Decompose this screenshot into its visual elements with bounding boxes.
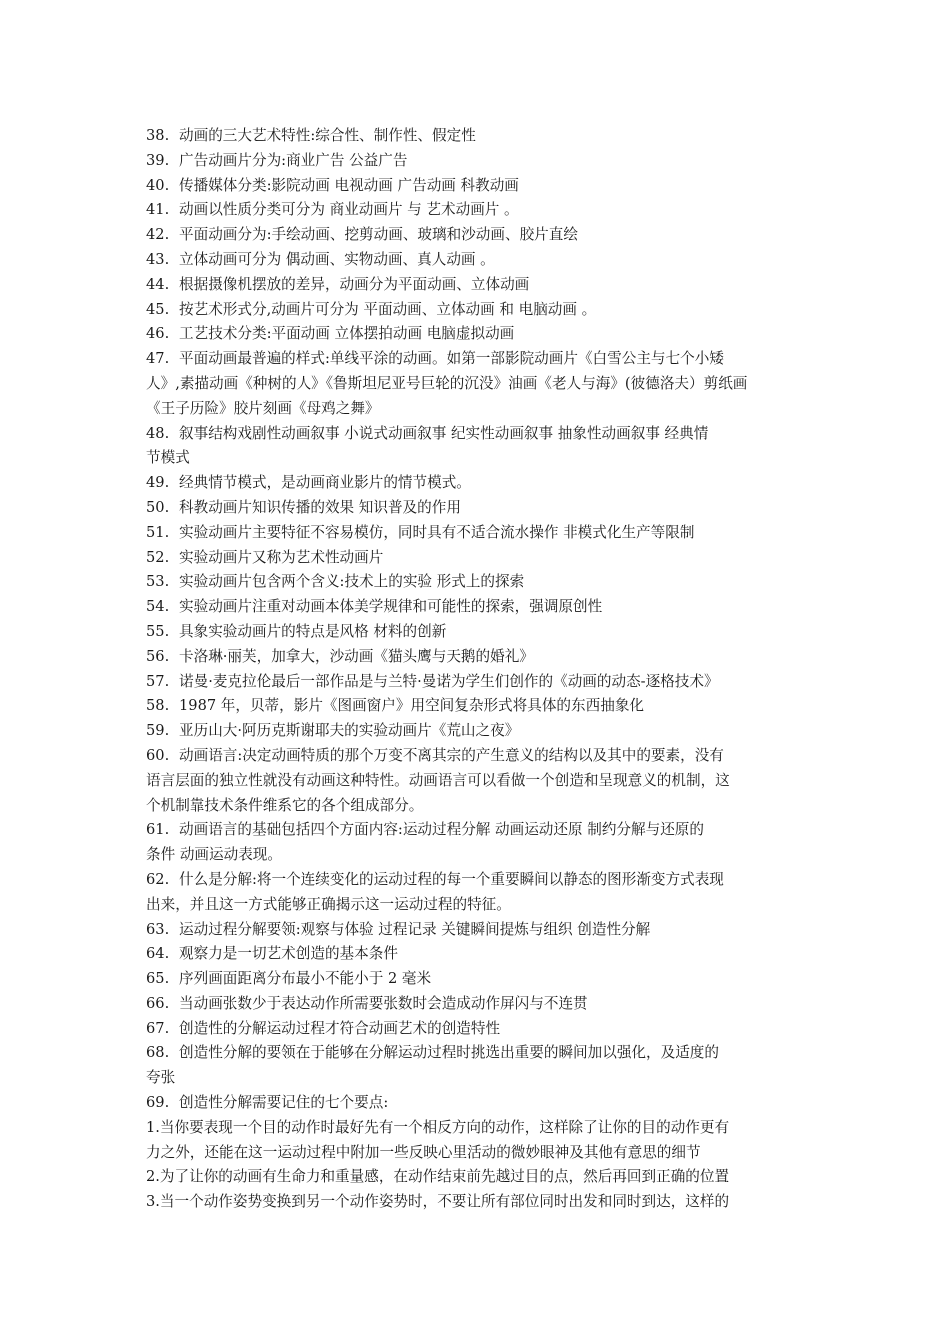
list-item-continuation (146, 372, 810, 397)
item-number: 56. (146, 647, 170, 665)
list-item-continuation (146, 893, 810, 918)
list-item (146, 620, 810, 645)
item-text: 动画以性质分类可分为 商业动画片 与 艺术动画片 。 (179, 201, 519, 219)
item-number: 60. (146, 746, 170, 764)
list-item-continuation (146, 769, 810, 794)
item-number: 62. (146, 870, 170, 888)
item-number: 54. (146, 598, 170, 616)
list-item (146, 1041, 810, 1066)
list-item (146, 1017, 810, 1042)
item-number: 41. (146, 201, 170, 219)
list-item-continuation (146, 1116, 810, 1141)
item-number: 67. (146, 1019, 170, 1037)
item-text: 节模式 (146, 449, 190, 467)
item-number: 69. (146, 1094, 170, 1112)
item-number: 50. (146, 498, 170, 516)
item-number: 64. (146, 945, 170, 963)
item-number: 38. (146, 127, 170, 144)
item-text: 实验动画片主要特征不容易模仿，同时具有不适合流水操作 非模式化生产等限制 (179, 523, 695, 541)
list-item (146, 521, 810, 546)
item-number: 47. (146, 350, 170, 368)
item-number: 58. (146, 697, 170, 715)
list-item (146, 1091, 810, 1116)
item-text: 创造性分解的要领在于能够在分解运动过程时挑选出重要的瞬间加以强化，及适度的 (179, 1044, 719, 1062)
item-text: 立体动画可分为 偶动画、实物动画、真人动画 。 (179, 250, 495, 268)
list-item-continuation (146, 1141, 810, 1166)
item-text: 什么是分解:将一个连续变化的运动过程的每一个重要瞬间以静态的图形渐变方式表现 (179, 870, 724, 888)
list-item (146, 496, 810, 521)
item-text: 诺曼·麦克拉伦最后一部作品是与兰特·曼诺为学生们创作的《动画的动态-逐格技术》 (179, 672, 719, 690)
item-number: 45. (146, 300, 170, 318)
item-text: 平面动画最普遍的样式:单线平涂的动画。如第一部影院动画片《白雪公主与七个小矮 (179, 350, 724, 368)
list-item (146, 744, 810, 769)
list-item (146, 149, 810, 174)
item-text: 亚历山大·阿历克斯谢耶夫的实验动画片《荒山之夜》 (179, 722, 520, 740)
item-text: 动画语言:决定动画特质的那个万变不离其宗的产生意义的结构以及其中的要素，没有 (179, 746, 724, 764)
list-item (146, 868, 810, 893)
item-text: 1.当你要表现一个目的动作时最好先有一个相反方向的动作，这样除了让你的目的动作更有 (146, 1118, 730, 1136)
list-item (146, 223, 810, 248)
item-text: 1987 年，贝蒂，影片《图画窗户》用空间复杂形式将具体的东西抽象化 (179, 697, 645, 715)
list-item (146, 645, 810, 670)
list-item (146, 124, 810, 149)
list-item-continuation (146, 1190, 810, 1215)
item-text: 运动过程分解要领:观察与体验 过程记录 关键瞬间提炼与组织 创造性分解 (179, 920, 651, 938)
item-number: 61. (146, 821, 170, 839)
item-text: 平面动画分为:手绘动画、挖剪动画、玻璃和沙动画、胶片直绘 (179, 226, 578, 244)
item-number: 55. (146, 622, 170, 640)
list-item (146, 347, 810, 372)
list-item (146, 546, 810, 571)
item-number: 43. (146, 250, 170, 268)
list-item (146, 967, 810, 992)
item-text: 动画的三大艺术特性:综合性、制作性、假定性 (179, 127, 476, 144)
item-number: 44. (146, 275, 170, 293)
list-item-continuation (146, 794, 810, 819)
item-number: 51. (146, 523, 170, 541)
list-item (146, 248, 810, 273)
item-number: 48. (146, 424, 170, 442)
list-item-continuation (146, 397, 810, 422)
item-text: 3.当一个动作姿势变换到另一个动作姿势时，不要让所有部位同时出发和同时到达，这样的 (146, 1193, 730, 1211)
item-text: 按艺术形式分,动画片可分为 平面动画、立体动画 和 电脑动画 。 (179, 300, 597, 318)
item-text: 出来，并且这一方式能够正确揭示这一运动过程的特征。 (146, 895, 511, 913)
item-text: 传播媒体分类:影院动画 电视动画 广告动画 科教动画 (179, 176, 519, 194)
item-number: 40. (146, 176, 170, 194)
item-text: 夸张 (146, 1069, 176, 1087)
list-item-continuation (146, 446, 810, 471)
item-number: 63. (146, 920, 170, 938)
list-item (146, 198, 810, 223)
list-item (146, 174, 810, 199)
item-text: 动画语言的基础包括四个方面内容:运动过程分解 动画运动还原 制约分解与还原的 (179, 821, 704, 839)
list-item (146, 471, 810, 496)
item-text: 具象实验动画片的特点是风格 材料的创新 (179, 622, 447, 640)
item-text: 实验动画片注重对动画本体美学规律和可能性的探索，强调原创性 (179, 598, 603, 616)
item-text: 观察力是一切艺术创造的基本条件 (179, 945, 398, 963)
list-item (146, 422, 810, 447)
item-number: 53. (146, 573, 170, 591)
item-text: 实验动画片又称为艺术性动画片 (179, 548, 384, 566)
item-number: 57. (146, 672, 170, 690)
item-text: 《王子历险》胶片刻画《母鸡之舞》 (146, 399, 380, 417)
item-number: 42. (146, 226, 170, 244)
item-text: 实验动画片包含两个含义:技术上的实验 形式上的探索 (179, 573, 525, 591)
item-number: 65. (146, 970, 170, 988)
item-text: 个机制靠技术条件维系它的各个组成部分。 (146, 796, 424, 814)
item-text: 创造性的分解运动过程才符合动画艺术的创造特性 (179, 1019, 501, 1037)
item-text: 力之外，还能在这一运动过程中附加一些反映心里活动的微妙眼神及其他有意思的细节 (146, 1143, 701, 1161)
item-text: 创造性分解需要记住的七个要点: (179, 1094, 389, 1112)
list-item (146, 818, 810, 843)
list-item (146, 942, 810, 967)
list-item (146, 992, 810, 1017)
list-item-continuation (146, 1066, 810, 1091)
item-text: 经典情节模式，是动画商业影片的情节模式。 (179, 474, 471, 492)
item-text: 广告动画片分为:商业广告 公益广告 (179, 151, 408, 169)
item-number: 46. (146, 325, 170, 343)
list-item (146, 918, 810, 943)
list-item-continuation (146, 1165, 810, 1190)
item-number: 49. (146, 474, 170, 492)
list-item (146, 595, 810, 620)
item-text: 序列画面距离分布最小不能小于 2 毫米 (179, 970, 432, 988)
document-page (146, 124, 810, 1215)
item-text: 语言层面的独立性就没有动画这种特性。动画语言可以看做一个创造和呈现意义的机制，这 (146, 771, 730, 789)
list-item (146, 298, 810, 323)
list-item (146, 570, 810, 595)
item-text: 根据摄像机摆放的差异，动画分为平面动画、立体动画 (179, 275, 530, 293)
item-text: 当动画张数少于表达动作所需要张数时会造成动作屏闪与不连贯 (179, 994, 588, 1012)
item-text: 2.为了让你的动画有生命力和重量感，在动作结束前先越过目的点，然后再回到正确的位置 (146, 1168, 730, 1186)
item-text: 条件 动画运动表现。 (146, 846, 282, 864)
item-number: 66. (146, 994, 170, 1012)
item-number: 39. (146, 151, 170, 169)
item-text: 人》,素描动画《种树的人》《鲁斯坦尼亚号巨轮的沉没》油画《老人与海》(彼德洛夫）剪纸画 (146, 374, 748, 392)
list-item (146, 694, 810, 719)
item-number: 59. (146, 722, 170, 740)
item-text: 叙事结构戏剧性动画叙事 小说式动画叙事 纪实性动画叙事 抽象性动画叙事 经典情 (179, 424, 709, 442)
item-text: 卡洛琳·丽芙，加拿大，沙动画《猫头鹰与天鹅的婚礼》 (179, 647, 534, 665)
item-number: 68. (146, 1044, 170, 1062)
item-number: 52. (146, 548, 170, 566)
item-text: 工艺技术分类:平面动画 立体摆拍动画 电脑虚拟动画 (179, 325, 515, 343)
list-item (146, 273, 810, 298)
list-item-continuation (146, 843, 810, 868)
item-text: 科教动画片知识传播的效果 知识普及的作用 (179, 498, 461, 516)
list-item (146, 670, 810, 695)
list-item (146, 719, 810, 744)
list-item (146, 322, 810, 347)
